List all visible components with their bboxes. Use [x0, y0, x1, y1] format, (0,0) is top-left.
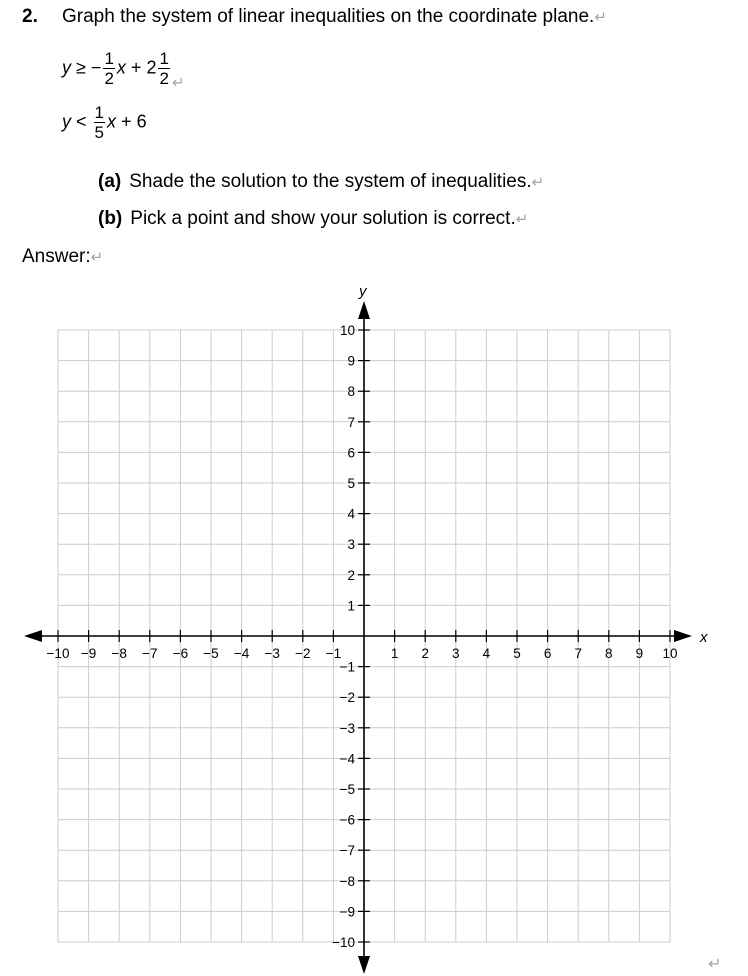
x-axis-arrow-right [674, 630, 692, 642]
y-tick-label: −3 [339, 720, 355, 736]
x-tick-label: 3 [452, 646, 460, 661]
y-tick-label: 4 [347, 506, 355, 522]
return-icon: ↵ [531, 173, 545, 191]
answer-label: Answer: [22, 246, 91, 267]
x-axis-arrow-left [24, 630, 42, 642]
x-tick-label: −3 [264, 646, 280, 661]
y-tick-label: −9 [339, 904, 355, 920]
ineq2-plus: + [121, 111, 132, 132]
part-b-text: Pick a point and show your solution is correct. [130, 208, 516, 229]
y-tick-label: 3 [347, 537, 355, 553]
question-prompt-text: Graph the system of linear inequalities on the coordinate plane. [62, 6, 595, 27]
return-icon: ↵ [171, 73, 185, 92]
y-tick-label: 9 [347, 353, 355, 369]
y-tick-label: −7 [339, 843, 355, 859]
ineq1-operator: ≥ [76, 57, 86, 78]
ineq1-whole: 2 [146, 57, 157, 78]
y-tick-label: −6 [339, 812, 355, 828]
ineq2-frac-denominator: 5 [94, 123, 105, 142]
ineq2-lhs: y [62, 111, 71, 132]
ineq1-lhs: y [62, 57, 71, 78]
x-tick-label: 7 [574, 646, 582, 661]
y-tick-label: 1 [347, 598, 355, 614]
x-tick-label: −7 [142, 646, 158, 661]
ineq1-plus: + [130, 57, 142, 78]
y-axis-arrow-bottom [358, 956, 370, 974]
x-tick-label: −1 [325, 646, 342, 661]
ineq2-operator: < [76, 111, 87, 132]
x-tick-label: 5 [513, 646, 521, 661]
return-icon: ↵ [594, 8, 607, 26]
ineq2-frac-numerator: 1 [94, 103, 105, 122]
y-tick-label: −5 [339, 782, 355, 797]
y-tick-label: −10 [332, 935, 355, 950]
y-tick-label: −1 [339, 659, 355, 675]
x-tick-label: 2 [421, 646, 429, 661]
ineq1-mixed-denominator: 2 [159, 69, 169, 88]
y-tick-label: 8 [347, 384, 355, 400]
y-tick-label: 7 [347, 414, 355, 430]
y-axis-label: y [359, 283, 367, 300]
return-icon: ↵ [708, 954, 722, 973]
x-tick-label: −2 [295, 646, 311, 661]
y-tick-label: −4 [339, 751, 355, 767]
return-icon: ↵ [515, 210, 529, 228]
y-axis-arrow-top [358, 301, 370, 319]
x-tick-label: 6 [543, 646, 552, 661]
ineq2-const: 6 [136, 111, 147, 132]
x-tick-label: 8 [605, 646, 613, 661]
ineq1-frac-numerator: 1 [104, 49, 114, 68]
x-tick-label: −9 [80, 646, 97, 661]
y-tick-label: 5 [347, 476, 355, 491]
y-tick-label: −8 [339, 873, 355, 889]
x-tick-label: −8 [111, 646, 127, 661]
part-a-label: (a) [98, 171, 122, 192]
y-tick-label: −2 [339, 690, 355, 706]
y-tick-label: 10 [339, 323, 355, 338]
x-tick-label: −4 [233, 646, 250, 661]
x-tick-label: 4 [482, 646, 491, 661]
x-tick-label: −5 [203, 646, 219, 661]
y-tick-label: 6 [347, 445, 355, 461]
x-tick-label: −10 [46, 646, 70, 661]
ineq1-mixed-numerator: 1 [159, 49, 169, 68]
ineq2-var: x [107, 111, 117, 132]
part-b-label: (b) [98, 208, 123, 229]
x-tick-label: 10 [662, 646, 678, 661]
ineq1-frac-denominator: 2 [104, 69, 114, 88]
x-axis-label: x [700, 629, 708, 646]
ineq1-sign: − [90, 57, 102, 78]
question-number: 2. [22, 6, 38, 27]
return-icon: ↵ [90, 248, 104, 266]
part-a-text: Shade the solution to the system of inequalities. [129, 171, 532, 192]
x-tick-label: 9 [635, 646, 644, 661]
x-tick-label: −6 [172, 646, 189, 661]
x-tick-label: 1 [390, 646, 399, 661]
y-tick-label: 2 [347, 567, 355, 583]
ineq1-var: x [116, 57, 126, 78]
